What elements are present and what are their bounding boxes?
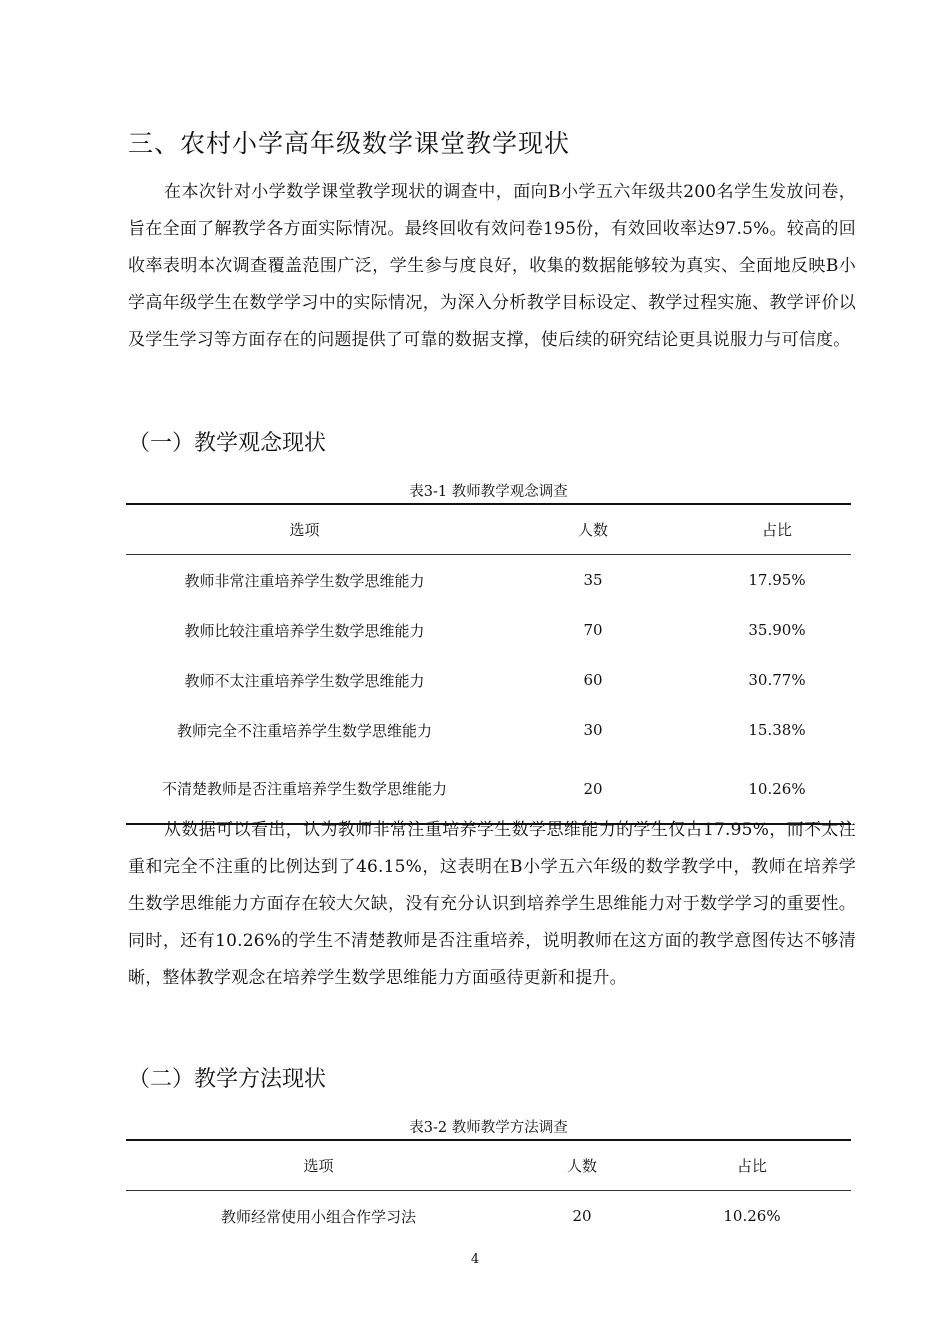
intro-paragraph: 在本次针对小学数学课堂教学现状的调查中，面向B小学五六年级共200名学生发放问卷，旨在全面了解教学各方面实际情况。最终回收有效问卷195份，有效回收率达97.5%。较高的回收率表明本次调查覆盖范围广泛，学生参与度良好，收集的数据能够较为真实、全面地反映B小学高年级学生在数学学习中的实际情况，为深入分析教学目标设定、教学过程实施、教学评价以及学生学习等方面存在的问题提供了可靠的数据支撑，使后续的研究结论更具说服力与可信度。 (128, 182, 856, 350)
table-header-row (126, 504, 851, 555)
count-cell: 60 (583, 671, 603, 689)
count-cell: 70 (583, 621, 603, 639)
percent-cell: 10.26% (723, 1207, 781, 1225)
percent-cell: 35.90% (748, 621, 806, 639)
option-cell: 教师比较注重培养学生数学思维能力 (184, 621, 425, 640)
option-cell: 教师经常使用小组合作学习法 (220, 1207, 416, 1226)
option-cell: 教师完全不注重培养学生数学思维能力 (176, 721, 432, 740)
subsection-title-teaching-method: （二）教学方法现状 (128, 1067, 327, 1092)
column-header-count: 人数 (483, 504, 703, 555)
analysis-paragraph: 从数据可以看出，认为教师非常注重培养学生数学思维能力的学生仅占17.95%，而不太注重和完全不注重的比例达到了46.15%，这表明在B小学五六年级的数学教学中，教师在培养学生数学思维能力方面存在较大欠缺，没有充分认识到培养学生思维能力对于数学学习的重要性。同时，还有10.26%的学生不清楚教师是否注重培养，说明教师在这方面的教学意图传达不够清晰，整体教学观念在培养学生数学思维能力方面亟待更新和提升。 (128, 820, 856, 988)
count-cell: 30 (583, 721, 603, 739)
table-row (126, 655, 851, 705)
percent-cell: 30.77% (748, 671, 806, 689)
table-header-row (126, 1140, 851, 1191)
column-header-percent: 占比 (703, 504, 851, 555)
page-number: 4 (470, 1252, 480, 1267)
percent-cell: 15.38% (748, 721, 806, 739)
teaching-method-table (126, 1139, 851, 1241)
column-header-percent: 占比 (653, 1140, 851, 1191)
table2-caption: 表3-2 教师教学方法调查 (409, 1120, 568, 1136)
percent-cell: 10.26% (703, 755, 851, 824)
table-row (126, 605, 851, 655)
table-row (126, 705, 851, 755)
table-row (126, 1191, 851, 1242)
option-cell: 教师非常注重培养学生数学思维能力 (184, 571, 425, 590)
column-header-option: 选项 (126, 504, 483, 555)
column-header-count: 人数 (511, 1140, 653, 1191)
table1-caption: 表3-1 教师教学观念调查 (409, 484, 568, 500)
option-cell-text: 不清楚教师是否注重培养学生数学思维能力 (161, 780, 447, 798)
table-row (126, 555, 851, 606)
column-header-option: 选项 (126, 1140, 511, 1191)
option-cell: 教师不太注重培养学生数学思维能力 (184, 671, 425, 690)
percent-cell: 17.95% (748, 571, 806, 589)
teaching-concept-table (126, 503, 851, 825)
count-cell: 35 (583, 571, 603, 589)
subsection-title-teaching-concept: （一）教学观念现状 (128, 431, 327, 456)
count-cell: 20 (572, 1207, 592, 1225)
section-title: 三、农村小学高年级数学课堂教学现状 (128, 129, 571, 158)
count-cell: 20 (483, 755, 703, 824)
